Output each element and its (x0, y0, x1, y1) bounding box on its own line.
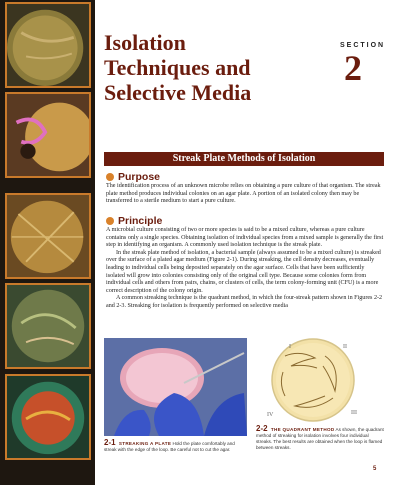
figure-2-2-text: As shown, the quadrant method of streaking for isolation involves four individual streaks. The best results are obtained when the loop is flamed between streaks. (256, 427, 384, 450)
principle-text-2: In the streak plate method of isolation, a bacterial sample (always assumed to be a mixed culture) is streaked over the surface of a plated agar medium (Figure 2-1). During streaking, the cell density decreases, eventually leading to individual cells being deposited separately on the agar surface. Cells that have been sufficiently isolated will grow into colonies consisting only of the original cell type. Because some colonies form from individual cells and others from pairs, chains, or clusters of cells, the term colony-forming unit (CFU) is a more correct description of the colony origin. (106, 249, 381, 294)
agar-plate-photo-1 (5, 2, 91, 88)
quadrant-label-2: II (343, 344, 347, 350)
principle-heading (106, 215, 162, 227)
streaking-plate-photo (104, 338, 247, 436)
purpose-text: The identification process of an unknown microbe relies on obtaining a pure culture of that organism. The streak plate method produces individual colonies on an agar plate. A portion of an isolated colony then may be transferred to a sterile medium to start a pure culture. (106, 183, 381, 205)
agar-plate-photo-4 (5, 283, 91, 369)
title-line-3: Selective Media (104, 80, 252, 105)
bullet-dot-icon (106, 173, 114, 181)
banner-text: Streak Plate Methods of Isolation (172, 153, 316, 164)
bullet-dot-icon (106, 217, 114, 225)
quadrant-label-3: III (351, 410, 357, 416)
figure-2-1-number: 2-1 (104, 438, 116, 447)
principle-heading-text: Principle (118, 215, 163, 227)
purpose-heading-text: Purpose (118, 171, 161, 183)
agar-plate-photo-3 (5, 193, 91, 279)
figure-2-2-heading: THE QUADRANT METHOD (270, 427, 335, 432)
section-label: SECTION (340, 42, 386, 49)
figure-2-1-text: Hold the plate comfortably and streak with the edge of the loop. Be careful not to cut the agar. (104, 441, 235, 452)
figure-2-1-heading: STREAKING A PLATE (118, 441, 172, 446)
agar-plate-photo-2 (5, 92, 91, 178)
purpose-paragraph (106, 183, 384, 206)
principle-text-1: A microbial culture consisting of two or more species is said to be a mixed culture, whereas a pure culture contains only a single species. Obtaining isolation of individual species from a mixed sample is generally the first step in identifying an organism. A commonly used isolation technique is the streak plate. (106, 227, 384, 249)
figure-2-2-caption (256, 426, 384, 451)
purpose-heading (106, 171, 160, 183)
quadrant-label-1: I (289, 344, 291, 350)
section-number: 2 (344, 48, 362, 88)
quadrant-method-diagram (255, 336, 383, 423)
title-line-2: Techniques and (104, 55, 251, 80)
section-banner (104, 152, 384, 166)
agar-plate-photo-5 (5, 374, 91, 460)
page-number: 5 (373, 466, 377, 472)
title-line-1: Isolation (104, 30, 186, 55)
principle-paragraph (106, 227, 384, 311)
chapter-title (104, 30, 319, 105)
figure-2-1-caption (104, 440, 247, 453)
principle-text-3: A common streaking technique is the quadrant method, in which the four-streak pattern shown in Figures 2-2 and 2-3. Streaking for isolation is frequently performed on selective media (106, 295, 383, 309)
figure-2-2-number: 2-2 (256, 424, 268, 433)
left-image-strip (0, 0, 95, 485)
quadrant-label-4: IV (267, 412, 274, 418)
